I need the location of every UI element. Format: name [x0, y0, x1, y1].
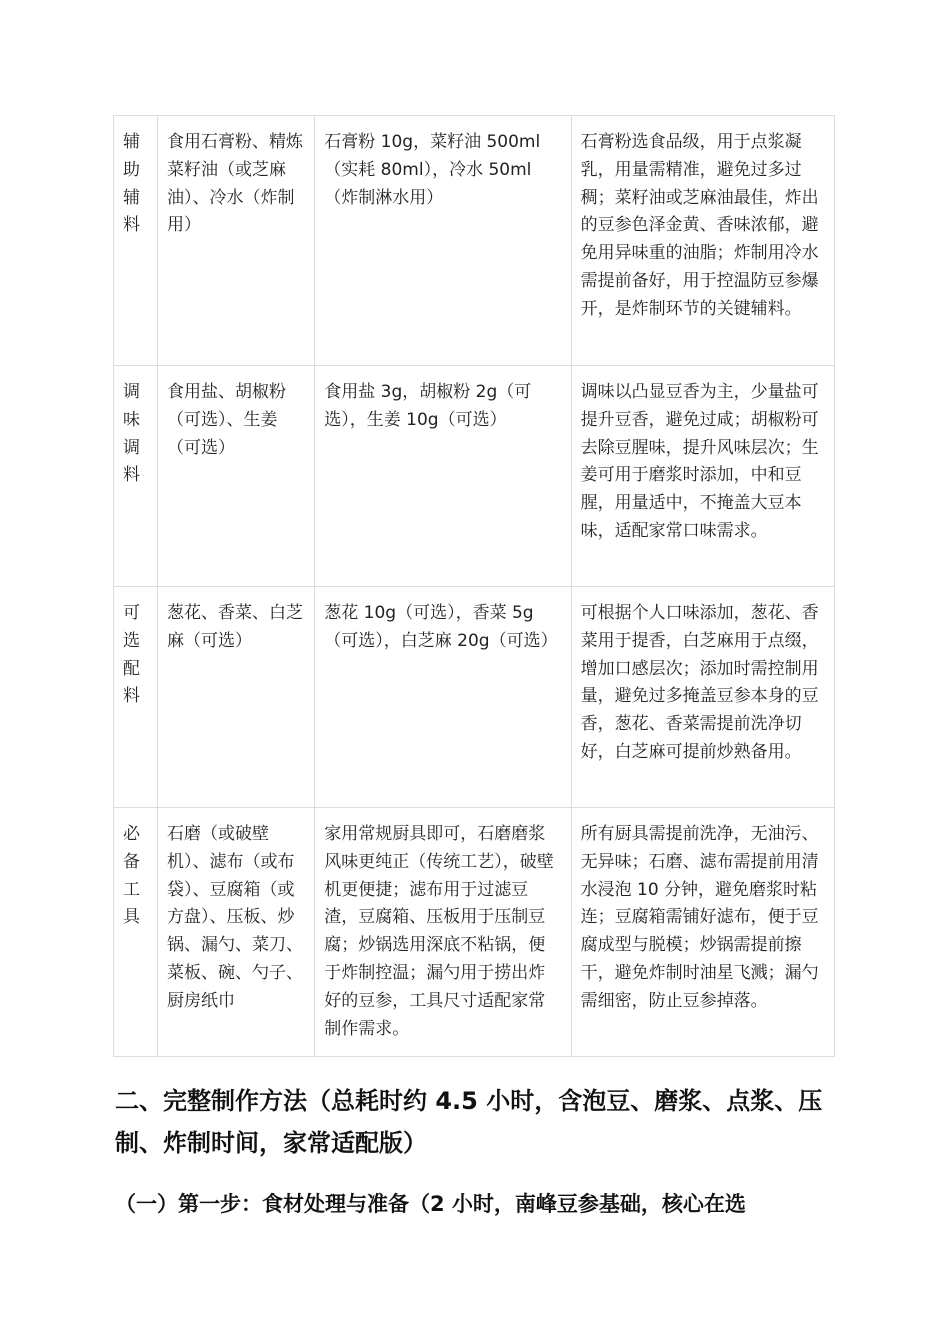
table-row	[114, 366, 835, 587]
amount-cell: 食用盐 3g，胡椒粉 2g（可选），生姜 10g（可选）	[315, 366, 571, 587]
ingredients-cell: 食用盐、胡椒粉（可选）、生姜（可选）	[158, 366, 315, 587]
amount-cell: 家用常规厨具即可，石磨磨浆风味更纯正（传统工艺），破壁机更便捷；滤布用于过滤豆渣，豆腐箱、压板用于压制豆腐；炒锅选用深底不粘锅，便于炸制控温；漏勺用于捞出炸好的豆参，工具尺寸适配家常制作需求。	[315, 808, 571, 1057]
note-cell: 调味以凸显豆香为主，少量盐可提升豆香，避免过咸；胡椒粉可去除豆腥味，提升风味层次；生姜可用于磨浆时添加，中和豆腥，用量适中，不掩盖大豆本味，适配家常口味需求。	[571, 366, 834, 587]
table-row	[114, 587, 835, 808]
category-cell: 调味调料	[114, 366, 158, 587]
section-heading: 二、完整制作方法（总耗时约 4.5 小时，含泡豆、磨浆、点浆、压制、炸制时间，家常适配版）	[115, 1087, 823, 1157]
note-cell: 所有厨具需提前洗净，无油污、无异味；石磨、滤布需提前用清水浸泡 10 分钟，避免磨浆时粘连；豆腐箱需铺好滤布，便于豆腐成型与脱模；炒锅需提前擦干，避免炸制时油星飞溅；漏勺需细密，防止豆参掉落。	[571, 808, 834, 1057]
ingredients-cell: 食用石膏粉、精炼菜籽油（或芝麻油）、冷水（炸制用）	[158, 116, 315, 366]
amount-cell: 石膏粉 10g，菜籽油 500ml（实耗 80ml），冷水 50ml（炸制淋水用）	[315, 116, 571, 366]
note-cell: 石膏粉选食品级，用于点浆凝乳，用量需精准，避免过多过稠；菜籽油或芝麻油最佳，炸出的豆参色泽金黄、香味浓郁，避免用异味重的油脂；炸制用冷水需提前备好，用于控温防豆参爆开，是炸制环节的关键辅料。	[571, 116, 834, 366]
category-cell: 辅助辅料	[114, 116, 158, 366]
ingredients-cell: 石磨（或破壁机）、滤布（或布袋）、豆腐箱（或方盘）、压板、炒锅、漏勺、菜刀、菜板、碗、勺子、厨房纸巾	[158, 808, 315, 1057]
category-cell: 可选配料	[114, 587, 158, 808]
amount-cell: 葱花 10g（可选），香菜 5g（可选），白芝麻 20g（可选）	[315, 587, 571, 808]
step-heading: （一）第一步：食材处理与准备（2 小时，南峰豆参基础，核心在选	[115, 1192, 746, 1216]
category-cell: 必备工具	[114, 808, 158, 1057]
ingredients-table	[113, 115, 835, 1057]
table-row	[114, 116, 835, 366]
ingredients-cell: 葱花、香菜、白芝麻（可选）	[158, 587, 315, 808]
table-row	[114, 808, 835, 1057]
note-cell: 可根据个人口味添加，葱花、香菜用于提香，白芝麻用于点缀，增加口感层次；添加时需控制用量，避免过多掩盖豆参本身的豆香，葱花、香菜需提前洗净切好，白芝麻可提前炒熟备用。	[571, 587, 834, 808]
